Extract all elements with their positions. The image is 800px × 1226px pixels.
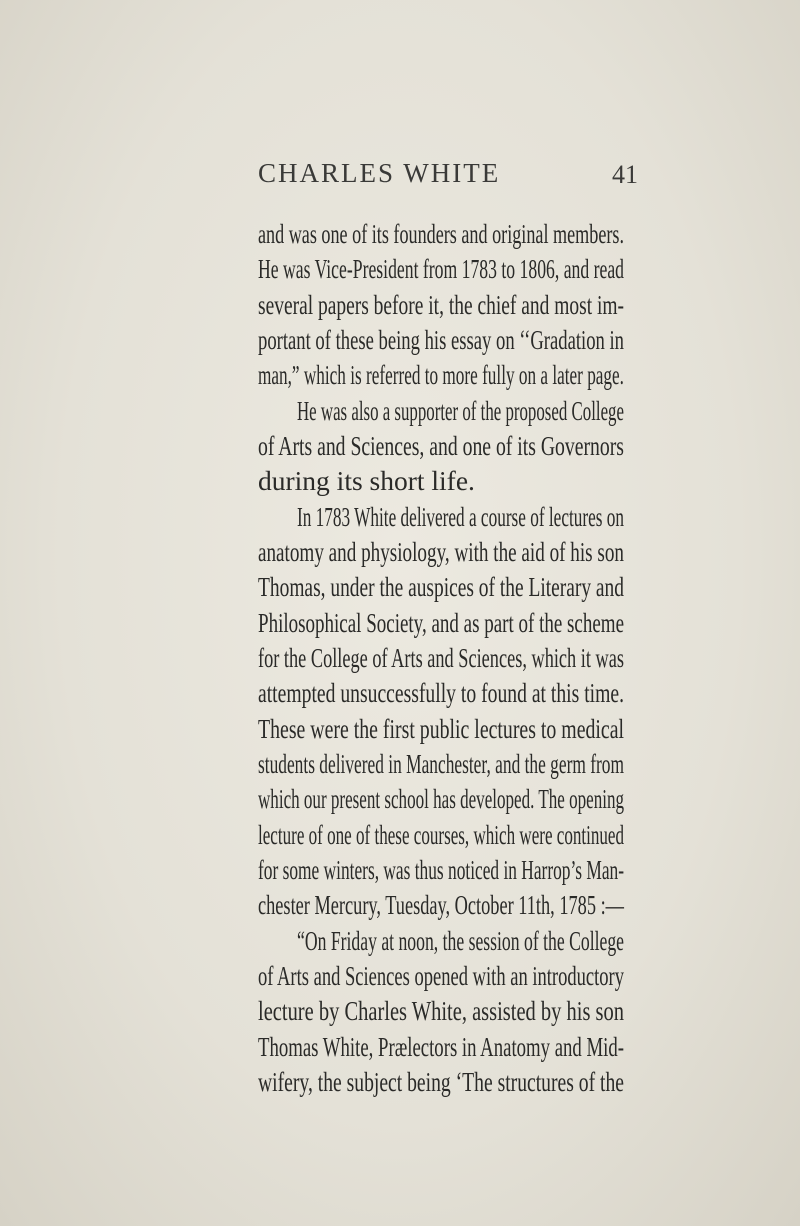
text-line: portant of these being his essay on ‘‘Gradation in (258, 324, 624, 355)
text-line: wifery, the subject being ‘The structures of the (258, 1066, 625, 1097)
text-line: for some winters, was thus noticed in Harrop’s Man- (258, 854, 625, 885)
text-line: of Arts and Sciences, and one of its Governors (258, 430, 624, 461)
text-line: He was also a supporter of the proposed College (297, 394, 624, 426)
text-line: chester Mercury, Tuesday, October 11th, 1785 :— (258, 889, 625, 921)
text-line: and was one of its founders and original members. (258, 218, 625, 249)
text-line: during its short life. (258, 465, 475, 497)
text-line: Philosophical Society, and as part of the scheme (258, 606, 625, 638)
text-line: lecture of one of these courses, which were continued (258, 818, 625, 850)
running-head (0, 158, 800, 198)
text-line: attempted unsuccessfully to found at this time. (258, 677, 625, 709)
text-line: Thomas, under the auspices of the Literary and (258, 571, 624, 603)
text-line: He was Vice-President from 1783 to 1806, and read (258, 253, 625, 285)
text-line: of Arts and Sciences opened with an introductory (258, 960, 624, 991)
text-line: “On Friday at noon, the session of the College (297, 924, 624, 956)
text-line: for the College of Arts and Sciences, which it was (258, 642, 624, 673)
text-line: which our present school has developed. The opening (258, 783, 624, 815)
text-line: Thomas White, Prælectors in Anatomy and Mid- (258, 1030, 625, 1062)
text-line: several papers before it, the chief and most im- (258, 288, 625, 320)
text-line: anatomy and physiology, with the aid of his son (258, 536, 625, 567)
text-line: lecture by Charles White, assisted by his son (258, 995, 625, 1027)
text-line: man,” which is referred to more fully on a later page. (258, 359, 624, 391)
running-head-title: CHARLES WHITE (258, 158, 501, 188)
text-line: In 1783 White delivered a course of lectures on (297, 500, 625, 532)
page-number: 41 (612, 160, 638, 189)
text-line: These were the first public lectures to medical (258, 712, 625, 744)
text-line: students delivered in Manchester, and the germ from (258, 748, 624, 779)
